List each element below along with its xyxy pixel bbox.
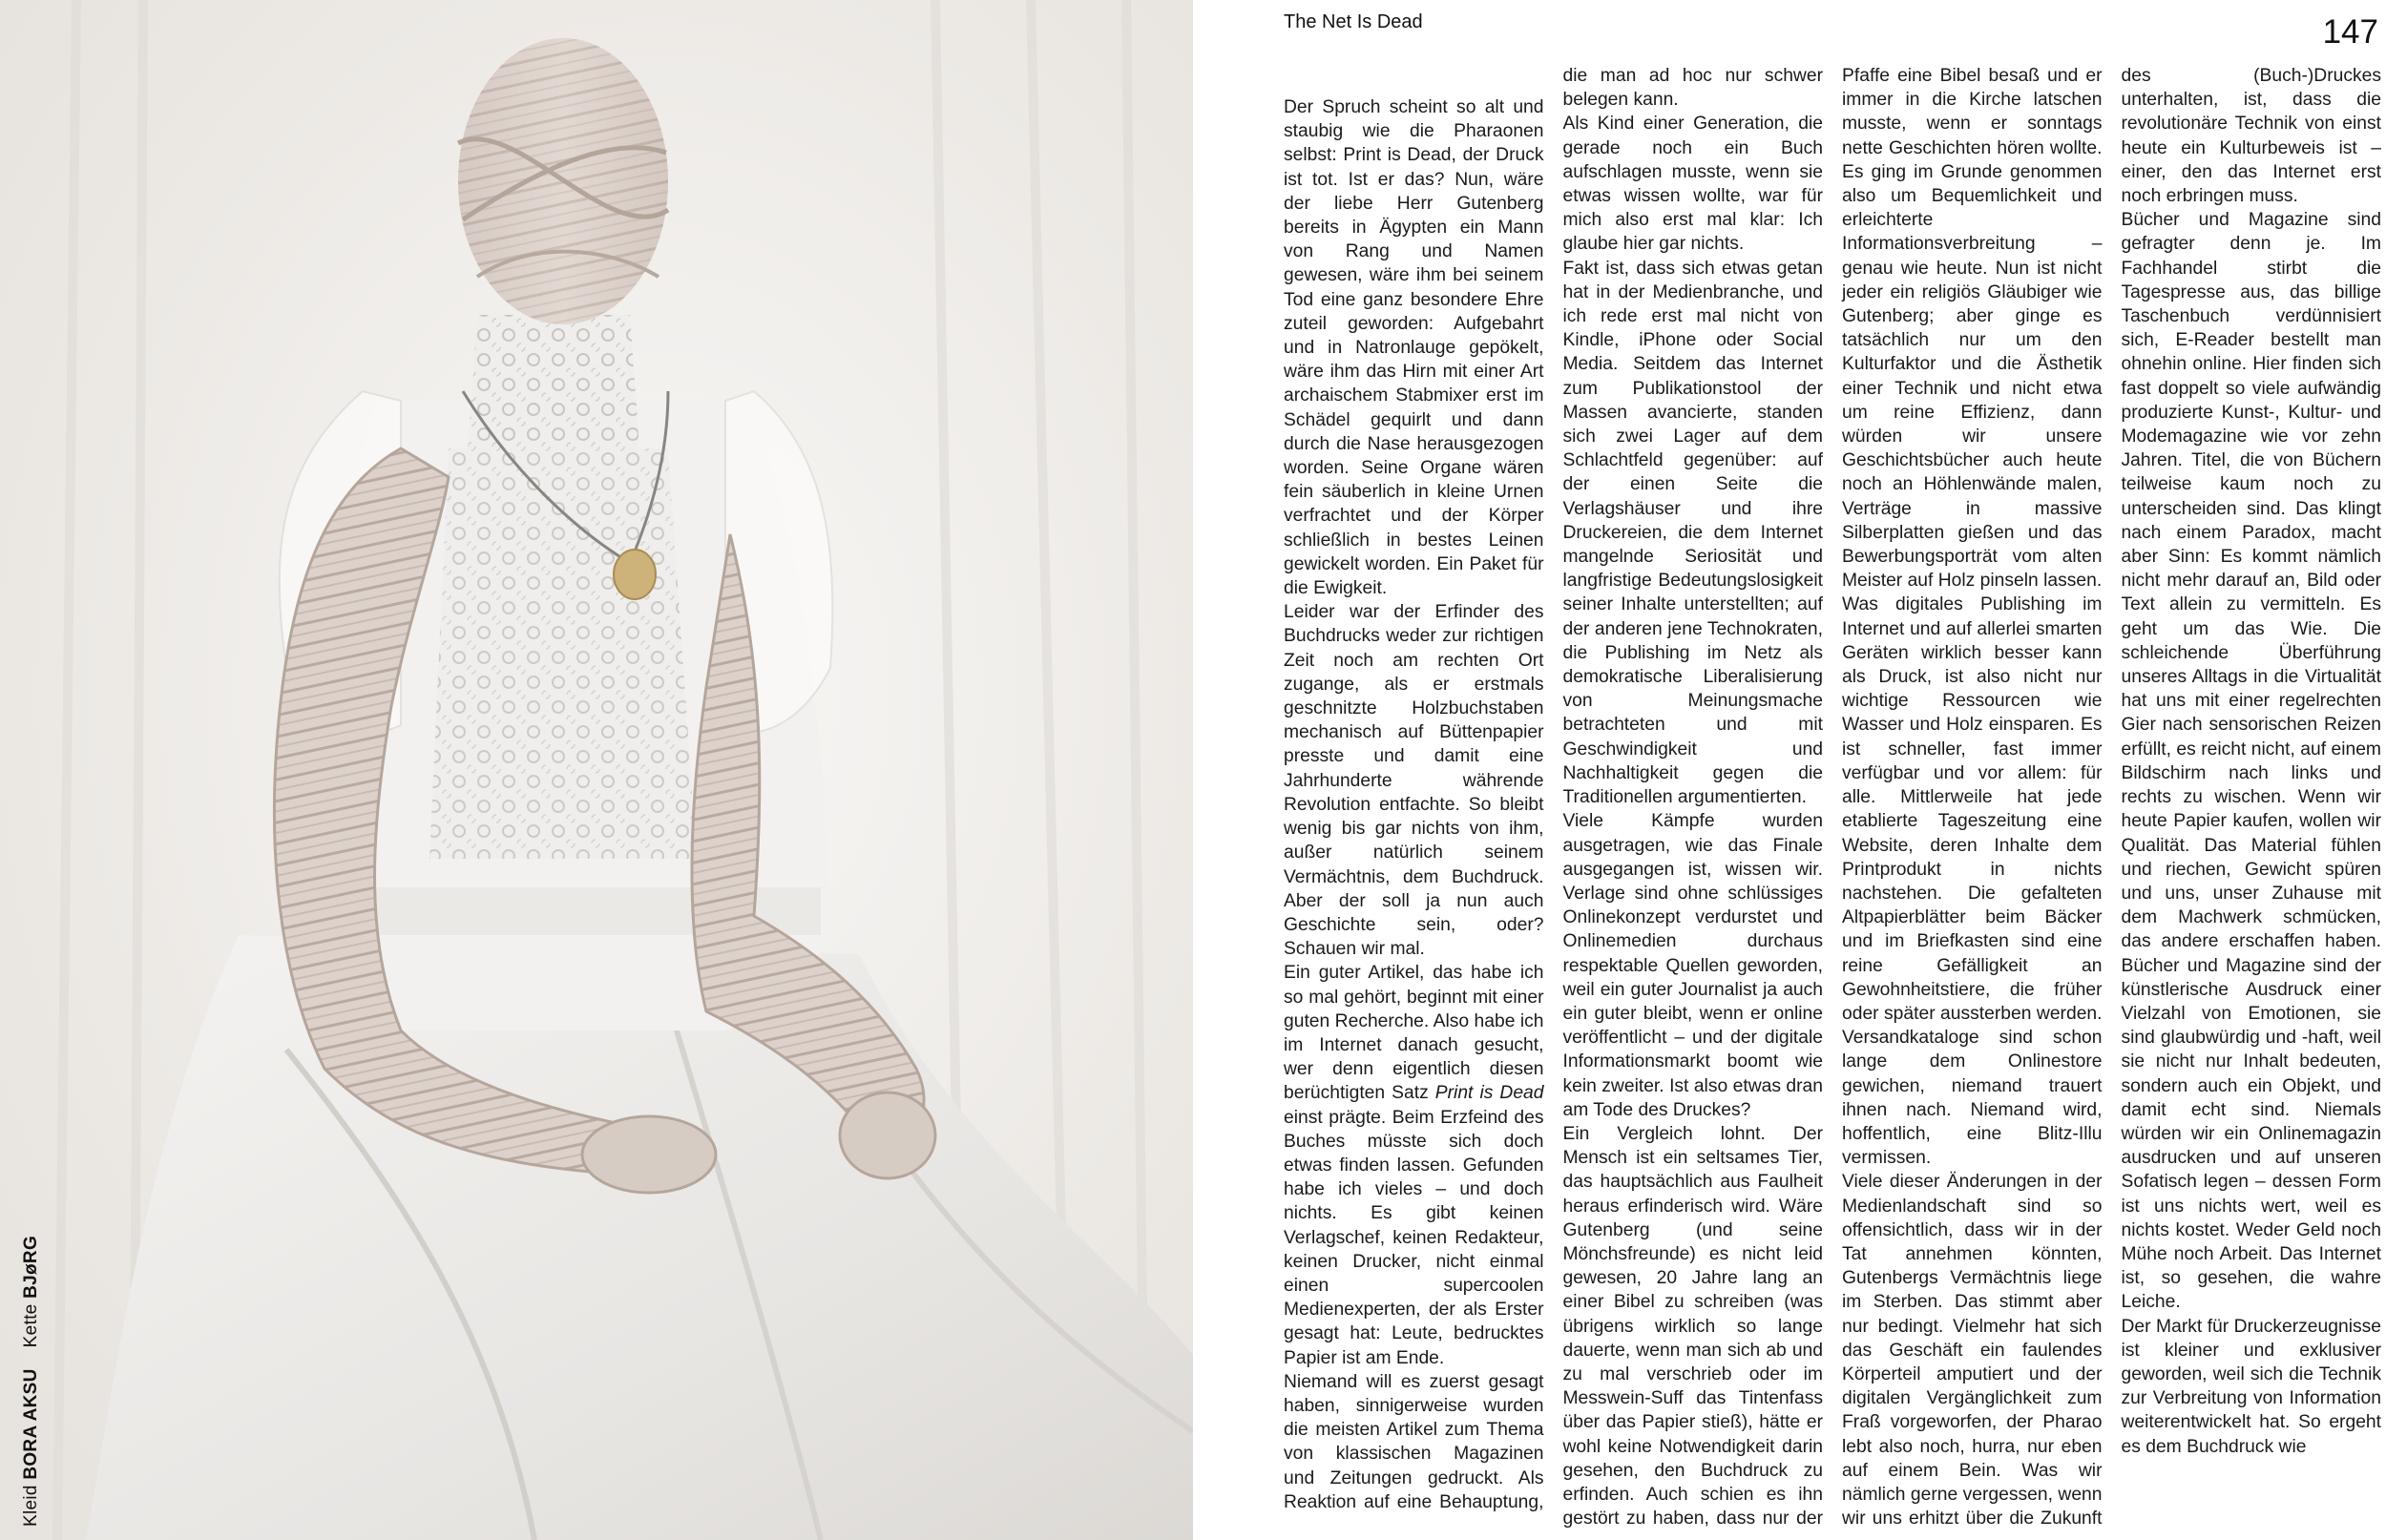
credit-name-necklace: BJøRG: [21, 1235, 41, 1299]
credit-name-dress: BORA AKSU: [21, 1368, 41, 1480]
paragraph: [1284, 961, 1544, 1369]
credit-label-dress: Kleid: [21, 1479, 41, 1527]
running-head: The Net Is Dead: [1284, 11, 1423, 32]
photo-credit: [21, 1236, 42, 1527]
paragraph: Bücher und Magazine sind gefragter denn je. Im Fachhandel stirbt die Tagespresse aus, das billige Taschenbuch verdünnisiert sich, E-Reader bestellt man ohnehin online. Hier finden sich fast doppelt so viele aufwändig produzierte Kunst-, Kultur- und Modemagazine wie vor zehn Jahren. Titel, die von Büchern teilweise kaum noch zu unterscheiden sind. Das klingt nach einem Paradox, macht aber Sinn: Es kommt nämlich nicht mehr darauf an, Bild oder Text allein zu vermitteln. Es geht um das Wie. Die schleichende Überführung unseres Alltags in die Virtualität hat uns mit einer regelrechten Gier nach sensorischen Reizen erfüllt, es reicht nicht, auf einem Bildschirm nach links und rechts zu wischen. Wenn wir heute Papier kaufen, wollen wir Qualität. Das Material fühlen und riechen, Gewicht spüren und uns, unser Zuhause mit dem Machwerk schmücken, das andere erschaffen haben. Bücher und Magazine sind der künstlerische Ausdruck einer Vielzahl von Emotionen, sie sind glaubwürdig und -haft, weil sie nicht nur Inhalt bedeuten, sondern auch ein Objekt, und damit echt sind. Niemals würden wir ein Onlinemagazin ausdrucken und auf unseren Sofatisch legen – dessen Form ist uns nichts wert, weil es nichts kostet. Weder Geld noch Mühe noch Arbeit. Das Internet ist, so gesehen, die wahre Leiche.: [2121, 210, 2381, 1313]
paragraph: Der Spruch scheint so alt und staubig wie die Pharaonen selbst: Print is Dead, der Druck ist tot. Ist er das? Nun, wäre der liebe Herr Gutenberg bereits in Ägypten ein Mann von Rang und Namen gewesen, wäre ihm bei seinem Tod eine ganz besondere Ehre zuteil geworden: Aufgebahrt und in Natronlauge gepökelt, wäre ihm das Hirn mit einer Art archaischem Stabmixer erst im Schädel gequirlt und dann durch die Nase herausgezogen worden. Seine Organe wären fein säuberlich in kleine Urnen verfrachtet und der Körper schließlich in bestes Leinen gewickelt worden. Ein Paket für die Ewigkeit.: [1284, 97, 1544, 599]
paragraph: Viele dieser Änderungen in der Medienlandschaft sind so offensichtlich, dass wir in der Tat annehmen könnten, Gutenbergs Vermächtnis liege im Sterben. Das stimmt aber nur bedingt. Vielmehr hat sich das Geschäft ein faulendes Körperteil amputiert und der digitalen Vergänglichkeit zum Fraß vorgeworfen, der Pharao lebt also noch, hurra, nur eben auf einem Bein. Was wir nämlich gerne vergessen, wenn wir uns erhitzt über die Zukunft des (Buch-)Druckes unterhalten, ist, dass die revolutionäre Technik von einst heute ein Kulturbeweis ist – einer, den das Internet erst noch erbringen muss.: [1842, 66, 2381, 1530]
paragraph: Fakt ist, dass sich etwas getan hat in der Medienbranche, und ich rede erst mal nicht von Kindle, iPhone oder Social Media. Seitdem das Internet zum Publikationstool der Massen avancierte, standen sich zwei Lager auf dem Schlachtfeld gegenüber: auf der einen Seite die Verlagshäuser und ihre Druckereien, die dem Internet mangelnde Seriosität und langfristige Bedeutungslosigkeit seiner Inhalte unterstellten; auf der anderen jene Technokraten, die Publishing im Netz als demokratische Liberalisierung von Meinungsmache betrachteten und mit Geschwindigkeit und Nachhaltigkeit gegen die Traditionellen argumentierten.: [1562, 258, 1823, 808]
paragraph: Leider war der Erfinder des Buchdrucks weder zur richtigen Zeit noch am rechten Ort zugange, als er erstmals geschnitzte Holzbuchstaben mechanisch auf Büttenpapier presste und damit eine Jahrhunderte währende Revolution entfachte. So bleibt wenig bis gar nichts von ihm, außer natürlich seinem Vermächtnis, dem Buchdruck. Aber der soll ja nun auch Geschichte sein, oder? Schauen wir mal.: [1284, 602, 1544, 960]
paragraph: Niemand will es zuerst gesagt haben, sinnigerweise wurden die meisten Artikel zum Thema von klassischen Magazinen und Zeitungen gedruckt. Als Reaktion auf eine Behauptung, die man ad hoc nur schwer belegen kann.: [1284, 66, 1823, 1512]
paragraph: Der Markt für Druckerzeugnisse ist kleiner und exklusiver geworden, weil sich die Technik zur Verbreitung von Information weiterentwickelt hat. So ergeht es dem Buchdruck wie: [2121, 1316, 2381, 1457]
paragraph-text: einst prägte. Beim Erzfeind des Buches müsste sich doch etwas finden lassen. Gefunden habe ich vieles – und doch nichts. Es gibt keinen Verlagschef, keinen Redakteur, keinen Drucker, nicht einmal einen supercoolen Medienexperten, der als Erster gesagt hat: Leute, bedrucktes Papier ist am Ende.: [1284, 1107, 1544, 1368]
article-body: [1284, 64, 2381, 1533]
paragraph: Viele Kämpfe wurden ausgetragen, wie das Finale ausgegangen ist, wissen wir. Verlage sind ohne schlüssiges Onlinekonzept verdurstet und Onlinemedien durchaus respektable Quellen geworden, weil ein guter Journalist ja auch ein guter bleibt, wenn er online veröffentlicht – und der digitale Informationsmarkt boomt wie kein zweiter. Ist also etwas dran am Tode des Druckes?: [1562, 811, 1823, 1120]
credit-label-necklace: Kette: [21, 1298, 41, 1348]
paragraph-text: Ein guter Artikel, das habe ich so mal gehört, beginnt mit einer guten Recherche. Also habe ich im Internet danach gesucht, wer denn eigentlich diesen berüchtigten Satz: [1284, 963, 1544, 1104]
page-number: 147: [2322, 13, 2378, 51]
article-page: [1193, 0, 2386, 1540]
quoted-phrase: Print is Dead: [1434, 1083, 1544, 1104]
paragraph: Als Kind einer Generation, die gerade noch ein Buch aufschlagen musste, wenn sie etwas wissen wollte, war für mich also erst mal klar: Ich glaube hier gar nichts.: [1562, 114, 1823, 255]
paragraph: Was digitales Publishing im Internet und auf allerlei smarten Geräten wirklich besser kann als Druck, ist also nicht nur wichtige Ressourcen wie Wasser und Holz einsparen. Es ist schneller, fast immer verfügbar und vor allem: für alle. Mittlerweile hat jede etablierte Tageszeitung eine Website, deren Inhalte dem Printprodukt in nichts nachstehen. Die gefalteten Altpapierblätter beim Bäcker und im Briefkasten sind eine reine Gefälligkeit an Gewohnheitstiere, die früher oder später aussterben werden. Versandkataloge sind schon lange dem Onlinestore gewichen, niemand trauert ihnen nach. Niemand wird, hoffentlich, eine Blitz-Illu vermissen.: [1842, 594, 2103, 1169]
paragraph: Ein Vergleich lohnt. Der Mensch ist ein seltsames Tier, das hauptsächlich aus Faulheit heraus erfinderisch wird. Wäre Gutenberg (und seine Mönchsfreunde) es nicht leid gewesen, 20 Jahre lang an einer Bibel zu schreiben (was übrigens wirklich so lange dauerte, wenn man sich ab und zu mal verschrieb oder im Messwein-Suff das Tintenfass über das Papier stieß), hätte er wohl keine Notwendigkeit darin gesehen, den Buchdruck zu erfinden. Auch schien es ihn gestört zu haben, dass nur der Pfaffe eine Bibel besaß und er immer in die Kirche latschen musste, wenn er sonntags nette Geschichten hören wollte. Es ging im Grunde genommen also um Bequemlichkeit und erleichterte Informationsverbreitung – genau wie heute. Nun ist nicht jeder ein religiös Gläubiger wie Gutenberg; aber ginge es tatsächlich nur um den Kulturfaktor und die Ästhetik einer Technik und nicht etwa um reine Effizienz, dann würden wir unsere Geschichtsbücher auch heute noch an Höhlenwände malen, Verträge in massive Silberplatten gießen und das Bewerbungsporträt vom alten Meister auf Holz pinseln lassen.: [1562, 66, 2103, 1530]
